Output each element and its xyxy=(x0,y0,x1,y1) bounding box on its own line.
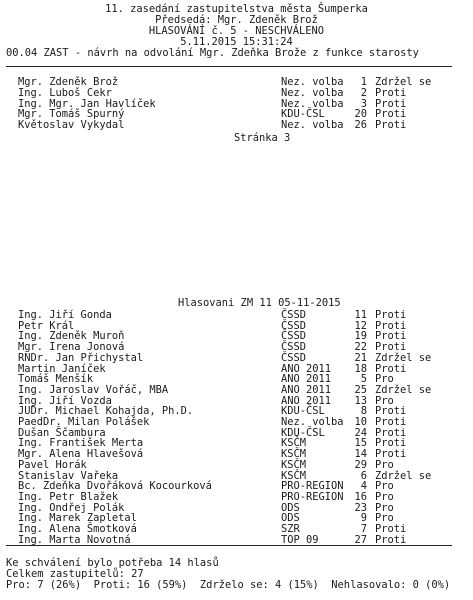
member-number: 22 xyxy=(354,341,367,354)
member-number: 29 xyxy=(354,458,367,471)
member-name: Květoslav Vykydal xyxy=(18,119,125,132)
member-number: 21 xyxy=(354,351,367,364)
party-name: ODS xyxy=(281,512,300,525)
member-name: Petr Král xyxy=(18,319,75,332)
vote-list-heading: Hlasovani ZM 11 05-11-2015 xyxy=(178,297,341,309)
vote-totals: Pro: 7 (26%) Proti: 16 (59%) Zdrželo se: 4 (15%) Nehlasovalo: 0 (0%) xyxy=(6,579,451,591)
motion-text: 00.04 ZAST - návrh na odvolání Mgr. Zdeňka Brože z funkce starosty xyxy=(6,47,419,59)
member-number: 5 xyxy=(360,373,367,386)
member-name: Mgr. Tomáš Spurný xyxy=(18,108,125,121)
member-name: Pavel Horák xyxy=(18,458,87,471)
vote-value: Proti xyxy=(375,362,407,375)
party-name: KSČM xyxy=(281,437,307,450)
vote-value: Proti xyxy=(375,437,407,450)
member-count: Celkem zastupitelů: 27 xyxy=(6,568,144,580)
required-votes: Ke schválení bylo potřeba 14 hlasů xyxy=(6,557,219,569)
table-row xyxy=(0,120,473,131)
vote-value: Proti xyxy=(375,523,407,535)
party-name: SZR xyxy=(281,523,300,535)
party-name: ČSSD xyxy=(281,309,307,321)
member-number: 25 xyxy=(354,383,367,396)
vote-value: Proti xyxy=(375,341,407,354)
member-number: 11 xyxy=(354,309,367,321)
member-name: JUDr. Michael Kohajda, Ph.D. xyxy=(18,405,194,418)
vote-value: Proti xyxy=(375,533,407,546)
divider xyxy=(6,66,452,67)
member-name: Ing. Jaroslav Vořáč, MBA xyxy=(18,383,169,396)
member-number: 3 xyxy=(360,97,367,110)
member-name: Ing. Mgr. Jan Havlíček xyxy=(18,97,156,110)
party-name: ČSSD xyxy=(281,330,307,343)
party-name: PRO-REGION xyxy=(281,480,344,493)
vote-value: Proti xyxy=(375,119,407,132)
party-name: Nez. volba xyxy=(281,86,344,99)
party-name: Nez. volba xyxy=(281,97,344,110)
member-number: 26 xyxy=(354,119,367,132)
member-number: 1 xyxy=(360,76,367,88)
member-number: 8 xyxy=(360,405,367,418)
vote-value: Zdržel se xyxy=(375,76,432,88)
vote-value: Zdržel se xyxy=(375,469,432,482)
member-number: 9 xyxy=(360,512,367,525)
vote-value: Proti xyxy=(375,86,407,99)
vote-value: Pro xyxy=(375,512,394,525)
member-name: Mgr. Irena Jonová xyxy=(18,341,125,354)
member-name: Ing. Luboš Cekr xyxy=(18,86,112,99)
member-name: Mgr. Zdeněk Brož xyxy=(18,76,119,88)
party-name: ČSSD xyxy=(281,351,307,364)
member-number: 27 xyxy=(354,533,367,546)
vote-value: Pro xyxy=(375,490,394,503)
party-name: ANO 2011 xyxy=(281,373,332,386)
vote-value: Proti xyxy=(375,330,407,343)
member-name: Bc. Zdeňka Dvořáková Kocourková xyxy=(18,480,212,493)
table-row xyxy=(0,353,473,364)
member-name: Ing. Zdeněk Muroň xyxy=(18,330,125,343)
member-number: 23 xyxy=(354,501,367,514)
vote-value: Pro xyxy=(375,373,394,386)
vote-value: Pro xyxy=(375,480,394,493)
member-name: Ing. Marta Novotná xyxy=(18,533,131,546)
member-name: Ing. Alena Šmotková xyxy=(18,523,137,535)
member-number: 13 xyxy=(354,394,367,407)
member-number: 18 xyxy=(354,362,367,375)
member-name: RNDr. Jan Přichystal xyxy=(18,351,144,364)
party-name: KSČM xyxy=(281,448,307,461)
table-row xyxy=(0,88,473,99)
member-name: Tomáš Menšík xyxy=(18,373,94,386)
member-name: Mgr. Alena Hlavešová xyxy=(18,448,144,461)
member-number: 14 xyxy=(354,448,367,461)
table-row xyxy=(0,535,473,546)
vote-value: Pro xyxy=(375,501,394,514)
party-name: KDU-ČSL xyxy=(281,108,325,121)
member-number: 4 xyxy=(360,480,367,493)
party-name: Nez. volba xyxy=(281,416,344,428)
member-number: 2 xyxy=(360,86,367,99)
party-name: ANO 2011 xyxy=(281,362,332,375)
divider xyxy=(6,545,452,546)
member-number: 20 xyxy=(354,108,367,121)
party-name: ČSSD xyxy=(281,341,307,354)
vote-datetime: 5.11.2015 15:31:24 xyxy=(180,36,293,48)
member-name: Martin Janíček xyxy=(18,362,106,375)
page-label: Stránka 3 xyxy=(234,132,291,144)
member-name: PaedDr. Milan Polášek xyxy=(18,416,150,428)
session-title: 11. zasedání zastupitelstva města Šumperka xyxy=(105,3,368,15)
party-name: Nez. volba xyxy=(281,119,344,132)
member-number: 16 xyxy=(354,490,367,503)
party-name: ANO 2011 xyxy=(281,394,332,407)
party-name: TOP 09 xyxy=(281,533,319,546)
member-number: 12 xyxy=(354,319,367,332)
member-number: 10 xyxy=(354,416,367,428)
party-name: Nez. volba xyxy=(281,76,344,88)
member-name: Dušan Ščambura xyxy=(18,426,106,439)
vote-value: Proti xyxy=(375,416,407,428)
member-number: 7 xyxy=(360,523,367,535)
vote-value: Pro xyxy=(375,458,394,471)
party-name: KDU-ČSL xyxy=(281,405,325,418)
member-number: 6 xyxy=(360,469,367,482)
member-name: Stanislav Vařeka xyxy=(18,469,119,482)
vote-value: Proti xyxy=(375,97,407,110)
vote-value: Proti xyxy=(375,108,407,121)
party-name: ANO 2011 xyxy=(281,383,332,396)
party-name: PRO-REGION xyxy=(281,490,344,503)
party-name: ODS xyxy=(281,501,300,514)
member-name: Ing. Marek Zapletal xyxy=(18,512,137,525)
member-name: Ing. Jiří Vozda xyxy=(18,394,112,407)
member-name: Ing. Ondřej Polák xyxy=(18,501,125,514)
member-name: Ing. František Merta xyxy=(18,437,144,450)
member-number: 15 xyxy=(354,437,367,450)
member-number: 24 xyxy=(354,426,367,439)
vote-value: Proti xyxy=(375,426,407,439)
party-name: ČSSD xyxy=(281,319,307,332)
party-name: KSČM xyxy=(281,458,307,471)
party-name: KSČM xyxy=(281,469,307,482)
party-name: KDU-ČSL xyxy=(281,426,325,439)
vote-value: Zdržel se xyxy=(375,351,432,364)
vote-value: Pro xyxy=(375,394,394,407)
vote-result: HLASOVÁNÍ č. 5 - NESCHVÁLENO xyxy=(148,25,325,37)
vote-value: Proti xyxy=(375,405,407,418)
chair-line: Předsedá: Mgr. Zdeněk Brož xyxy=(155,14,318,26)
vote-value: Proti xyxy=(375,448,407,461)
member-name: Ing. Jiří Gonda xyxy=(18,309,112,321)
member-name: Ing. Petr Blažek xyxy=(18,490,119,503)
table-row xyxy=(0,460,473,471)
vote-value: Zdržel se xyxy=(375,383,432,396)
vote-value: Proti xyxy=(375,319,407,332)
vote-value: Proti xyxy=(375,309,407,321)
member-number: 19 xyxy=(354,330,367,343)
